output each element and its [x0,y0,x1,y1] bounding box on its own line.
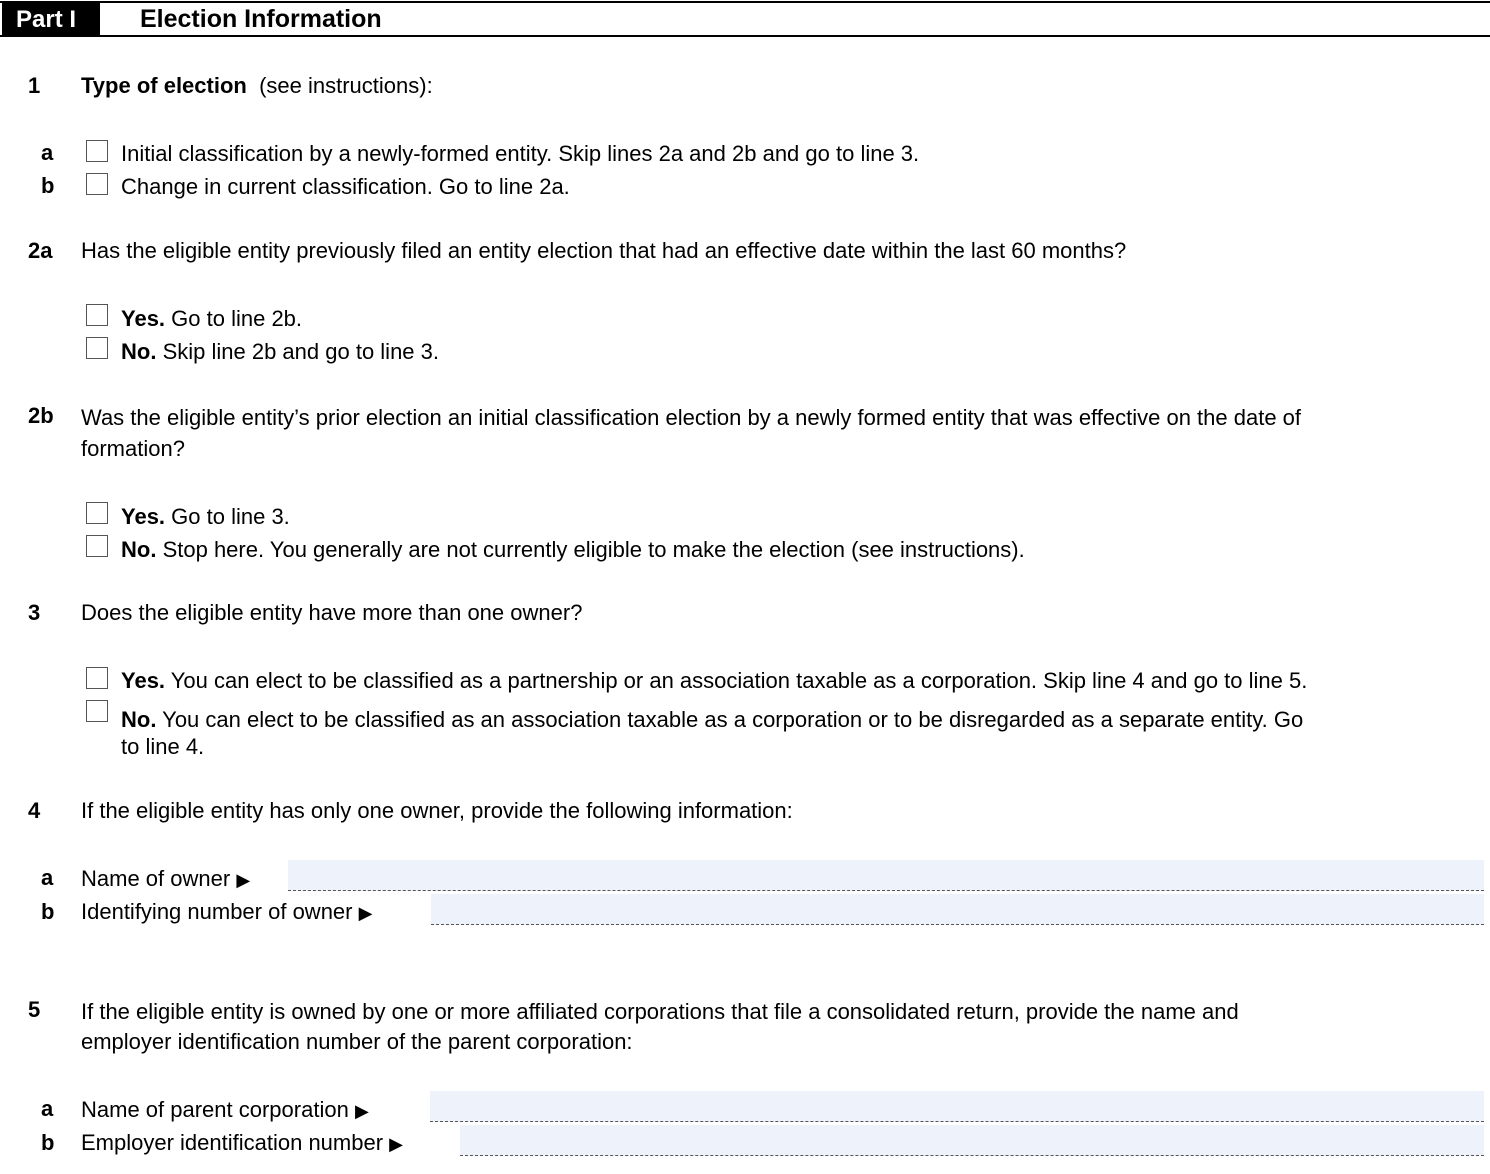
line-1-label-rest: (see instructions): [259,73,433,98]
arrow-icon: ▶ [354,1101,369,1121]
line-5a-label [81,1097,369,1124]
line-1b-text: Change in current classification. Go to line 2a. [121,174,570,199]
line-3-question: Does the eligible entity have more than one owner? [81,600,583,625]
line-2a-no-checkbox[interactable] [86,337,108,359]
arrow-icon: ▶ [358,903,373,923]
line-5b-letter: b [41,1130,55,1155]
line-2a-no-text [121,339,439,365]
line-2a-yes-checkbox[interactable] [86,304,108,326]
line-4b-label [81,899,372,926]
line-3-no-text-line2: to line 4. [121,734,205,759]
name-of-owner-field[interactable] [288,860,1484,891]
line-5a-label-text: Name of parent corporation [81,1097,349,1122]
line-5-question-line2: employer identification number of the parent corporation: [81,1029,633,1054]
employer-identification-number-input[interactable] [460,1125,1484,1155]
name-of-parent-corporation-input[interactable] [430,1091,1484,1121]
line-5-number: 5 [28,997,41,1022]
line-1b-letter: b [41,173,55,198]
line-3-number: 3 [28,600,41,625]
line-4a-letter: a [41,865,54,890]
line-5b-label-text: Employer identification number [81,1130,384,1155]
arrow-icon: ▶ [389,1134,404,1154]
part-title: Election Information [140,5,382,33]
arrow-icon: ▶ [236,870,251,890]
line-3-yes-bold: Yes. [121,668,166,693]
line-1a-letter: a [41,140,54,165]
line-5a-letter: a [41,1096,54,1121]
line-3-no-rest: You can elect to be classified as an association taxable as a corporation or to be disregarded as a separate entity. Go [162,707,1304,732]
line-2b-yes-checkbox[interactable] [86,502,108,524]
line-4b-label-text: Identifying number of owner [81,899,353,924]
line-5b-label [81,1130,403,1157]
line-2a-no-bold: No. [121,339,157,364]
name-of-owner-input[interactable] [288,860,1484,890]
line-2a-question: Has the eligible entity previously filed an entity election that had an effective date within the last 60 months? [81,238,1127,263]
line-3-yes-rest: You can elect to be classified as a partnership or an association taxable as a corporation. Skip line 4 and go to line 5. [170,668,1308,693]
line-1b-checkbox[interactable] [86,173,108,195]
line-2a-yes-text [121,306,302,332]
line-3-yes-text [121,668,1307,694]
line-4a-label [81,866,250,893]
line-2b-yes-text [121,504,290,530]
line-4-question: If the eligible entity has only one owner, provide the following information: [81,798,793,823]
line-3-no-checkbox[interactable] [86,700,108,722]
line-1a-checkbox[interactable] [86,140,108,162]
line-2b-no-rest: Stop here. You generally are not currently eligible to make the election (see instructions). [162,537,1025,562]
header-rule [0,35,1490,37]
line-4a-label-text: Name of owner [81,866,231,891]
line-5-question-line1: If the eligible entity is owned by one or more affiliated corporations that file a consolidated return, provide the name and [81,999,1239,1024]
line-4-number: 4 [28,798,41,823]
line-3-yes-checkbox[interactable] [86,667,108,689]
line-2b-yes-bold: Yes. [121,504,166,529]
line-1-number: 1 [28,73,41,98]
line-2a-number: 2a [28,238,53,263]
line-2b-question-line1: Was the eligible entity’s prior election an initial classification election by a newly formed entity that was effective on the date of [81,405,1302,430]
line-2a-yes-rest: Go to line 2b. [171,306,303,331]
identifying-number-of-owner-input[interactable] [431,894,1484,924]
identifying-number-of-owner-field[interactable] [431,894,1484,925]
line-4b-letter: b [41,899,55,924]
line-2b-no-text [121,537,1025,563]
line-2b-number: 2b [28,403,54,428]
line-2b-yes-rest: Go to line 3. [171,504,290,529]
employer-identification-number-field[interactable] [460,1125,1484,1156]
line-1-label-bold: Type of election [81,73,247,98]
part-label: Part I [2,3,100,36]
line-2a-no-rest: Skip line 2b and go to line 3. [162,339,439,364]
line-1a-text: Initial classification by a newly-formed entity. Skip lines 2a and 2b and go to line 3. [121,141,920,166]
line-2b-no-checkbox[interactable] [86,535,108,557]
line-3-no-bold: No. [121,707,157,732]
line-2a-yes-bold: Yes. [121,306,166,331]
line-2b-no-bold: No. [121,537,157,562]
line-1-label [81,73,433,99]
line-2b-question-line2: formation? [81,436,185,461]
name-of-parent-corporation-field[interactable] [430,1091,1484,1122]
line-3-no-text-line1 [121,707,1303,733]
